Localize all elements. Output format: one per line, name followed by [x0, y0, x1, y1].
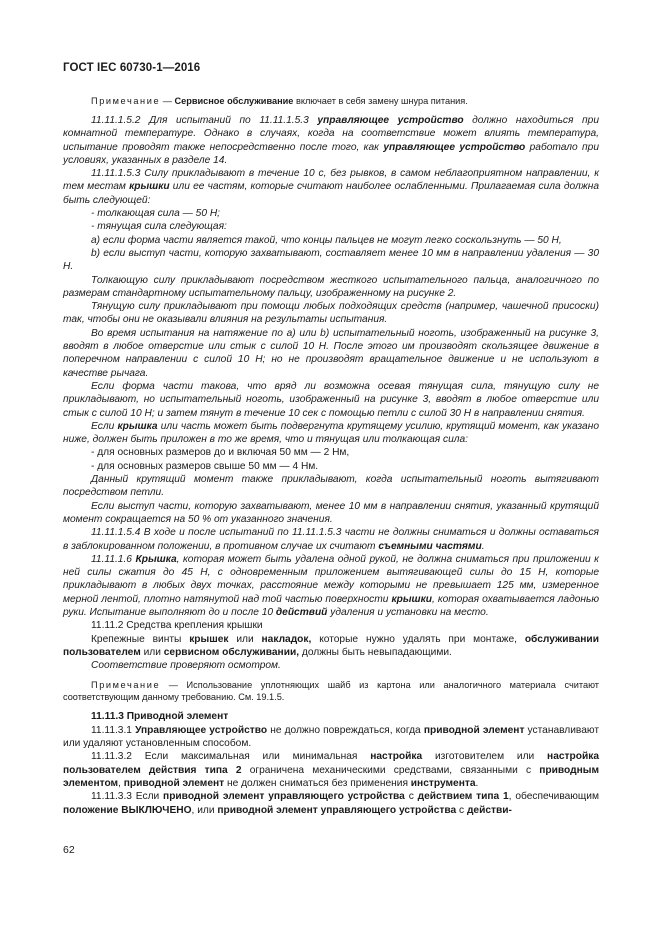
text-run: 11.11.3.2 Если максимальная или минимальная [91, 751, 371, 763]
paragraph [63, 247, 599, 274]
term-bold: приводной элемент управляющего устройства [163, 791, 405, 803]
text-run: 11.11.1.5.3 Силу прикладывают в течение 10 с, без рывков, в самом неблагоприятном направлении, к тем местам [63, 168, 599, 193]
term-bold: приводной элемент [423, 724, 525, 736]
text-run: 11.11.1.5.4 В ходе и после испытаний по 11.11.1.5.3 части не должны сниматься и должны оставаться в заблокированном положении, в противном случае их считают [63, 527, 599, 552]
term-bold: действи- [466, 804, 512, 816]
note-label: Примечание [91, 680, 161, 691]
text-run: а) если форма части является такой, что концы пальцев не могут легко соскользнуть — 50 Н, [91, 234, 562, 246]
term-bold: инструмента [410, 777, 476, 789]
text-run: с [456, 804, 467, 816]
note-paragraph [63, 679, 599, 703]
text-run: , которая может быть удалена одной рукой, не должна сниматься при приложении к ней силы сжатия до 45 Н, с одновременным приложением вытягивающей силы до 15 Н, которые прикладывают в любых двух точках, расстояние между которыми не превышает 125 мм, измеренное мерной лентой, плотно натянутой над той частью поверхности [63, 553, 599, 605]
text-run: - для основных размеров свыше 50 мм — 4 Нм. [91, 460, 319, 472]
term-bold: Управляющее устройство [135, 724, 268, 736]
text-run: Во время испытания на натяжение по а) или b) испытательный ноготь, изображенный на рисунке 3, вводят в любое отверстие или стык с силой 10 Н. После этого им производят скользящее движение в поперечном направлении с силой 10 Н; но не производят вращательное движение и не используют в качестве рычага. [63, 327, 599, 379]
paragraph [63, 724, 599, 751]
text-run: , [118, 777, 124, 789]
document-body [63, 88, 599, 817]
page-number: 62 [63, 844, 75, 856]
text-run: - тянущая сила следующая: [91, 221, 227, 233]
paragraph [63, 633, 599, 660]
term-bold: крышек [189, 633, 229, 645]
text-run: . [475, 777, 479, 789]
paragraph [63, 790, 599, 817]
paragraph [63, 420, 599, 447]
text-run: или часть может быть подвергнута крутящему усилию, крутящий момент, как указано ниже, должен быть приложен в то же время, что и тянущая или толкающая сила: [63, 420, 599, 446]
paragraph [63, 380, 599, 420]
paragraph [63, 220, 599, 233]
paragraph [63, 659, 599, 672]
text-run: ограничена механическими средствами, связанными с [241, 764, 540, 776]
text-run: должны быть невыпадающими. [299, 646, 452, 658]
text-run: изготовителем или [422, 751, 548, 763]
text-run: которые нужно удалять при монтаже, [311, 633, 525, 645]
term-bold: накладок, [261, 633, 312, 645]
note-label: Примечание [91, 96, 161, 106]
term-bold: настройка [370, 751, 423, 763]
paragraph [63, 327, 599, 380]
text-run: — [160, 96, 175, 106]
note-paragraph [63, 95, 599, 107]
text-run: Если форма части такова, что вряд ли возможна осевая тянущая сила, тянущую силу не прикладывают, но испытательный ноготь, изображенный на рисунке 3, вводят в любое отверстие или стык с силой 10 Н; и затем тянут в течение 10 сек с помощью петли с силой 30 Н в направлении снятия. [63, 380, 599, 419]
document-header: ГОСТ IEC 60730-1—2016 [63, 62, 201, 74]
paragraph [63, 473, 599, 500]
term-bold: приводной элемент [123, 777, 225, 789]
paragraph [63, 553, 599, 619]
text-run: должно находиться при комнатной температуре. Однако в случаях, когда на соответствие может влиять температура, испытание проводят также непосредственно после того, как [63, 115, 599, 153]
text-run: 11.11.1.6 [91, 553, 136, 565]
text-run: Если выступ части, которую захватывают, менее 10 мм в направлении снятия, указанный крутящий момент сокращается на 50 % от указанного значения. [63, 500, 599, 525]
text-run: b) если выступ части, которую захватывают, составляет менее 10 мм в направлении удаления — 30 Н. [63, 247, 599, 273]
text-run: устанавливают или удаляют установленным способом. [63, 724, 599, 750]
paragraph [63, 207, 599, 220]
text-run: 11.11.1.5.2 Для испытаний по 11.11.1.5.3 [91, 115, 318, 126]
text-run: с [404, 791, 418, 803]
text-run: или [228, 633, 262, 645]
text-run: - для основных размеров до и включая 50 мм — 2 Нм, [91, 447, 350, 459]
text-run: , которая охватывается ладонью руки. Испытание выполняют до и после 10 [63, 593, 600, 618]
text-run: работало при условиях, указанных в разделе 14. [63, 141, 599, 166]
term-bold: действий [275, 606, 328, 618]
paragraph [63, 114, 599, 167]
text-run: или [140, 646, 164, 658]
text-run: , обеспечивающим [508, 791, 599, 803]
term-bold: настройка пользователем действия типа 2 [63, 751, 599, 776]
term-bold: положение ВЫКЛЮЧЕНО [63, 804, 192, 816]
text-run: Тянущую силу прикладывают при помощи любых подходящих средств (например, чашечной присоски) так, чтобы они не оказывали влияния на результаты испытания. [63, 301, 599, 326]
text-run: 11.11.3.3 Если [91, 791, 164, 803]
paragraph [63, 300, 599, 327]
text-run: 11.11.3.1 [91, 724, 136, 736]
term-bold: крышки [129, 181, 170, 193]
paragraph [63, 619, 599, 632]
text-run: Толкающую силу прикладывают посредством жесткого испытательного пальца, аналогичного по размерам стандартному испытательному пальцу, изображенному на рисунке 2. [63, 274, 599, 299]
text-run: . [481, 540, 485, 552]
paragraph [63, 274, 599, 301]
term-bold: приводной элемент управляющего устройства [217, 804, 457, 816]
term-bold: управляющее устройство [383, 141, 526, 153]
term-bold: крышки [391, 593, 432, 605]
term-bold: обслуживании пользователем [63, 633, 599, 658]
paragraph [63, 460, 599, 473]
text-run: не должно повреждаться, когда [267, 724, 424, 736]
term-bold: крышка [117, 420, 158, 432]
paragraph [63, 710, 599, 723]
text-run: Данный крутящий момент также прикладывают, когда испытательный ноготь вытягивают посредством петли. [63, 474, 599, 499]
text-run: - толкающая сила — 50 Н; [91, 208, 221, 220]
text-run: или ее частям, которые считают наиболее ослабленными. Прилагаемая сила должна быть следующей: [63, 181, 599, 206]
text-run: Соответствие проверяют осмотром. [91, 660, 281, 672]
term-bold: 11.11.3 Приводной элемент [91, 711, 229, 723]
text-run: удаления и установки на место. [327, 606, 489, 618]
text-run: Крепежные винты [91, 633, 190, 645]
term-bold: Сервисное обслуживание [174, 96, 294, 106]
paragraph [63, 234, 599, 247]
paragraph [63, 167, 599, 207]
text-run: — Использование уплотняющих шайб из картона или аналогичного материала считают соответствующим данному требованию. См. 19.1.5. [63, 680, 599, 703]
text-run: Если [91, 420, 118, 432]
paragraph [63, 526, 599, 553]
text-run: , или [191, 804, 218, 816]
paragraph [63, 500, 599, 527]
term-bold: съемными частями [378, 540, 482, 552]
text-run: не должен сниматься без применения [224, 777, 411, 789]
term-bold: Крышка [135, 553, 177, 565]
term-bold: управляющее устройство [317, 115, 464, 126]
term-bold: приводным элементом [63, 764, 599, 789]
paragraph [63, 446, 599, 459]
paragraph [63, 750, 599, 790]
text-run: 11.11.2 Средства крепления крышки [91, 620, 263, 632]
term-bold: сервисном обслуживании, [163, 646, 300, 658]
term-bold: действием типа 1 [417, 791, 509, 803]
text-run: включает в себя замену шнура питания. [293, 96, 468, 106]
